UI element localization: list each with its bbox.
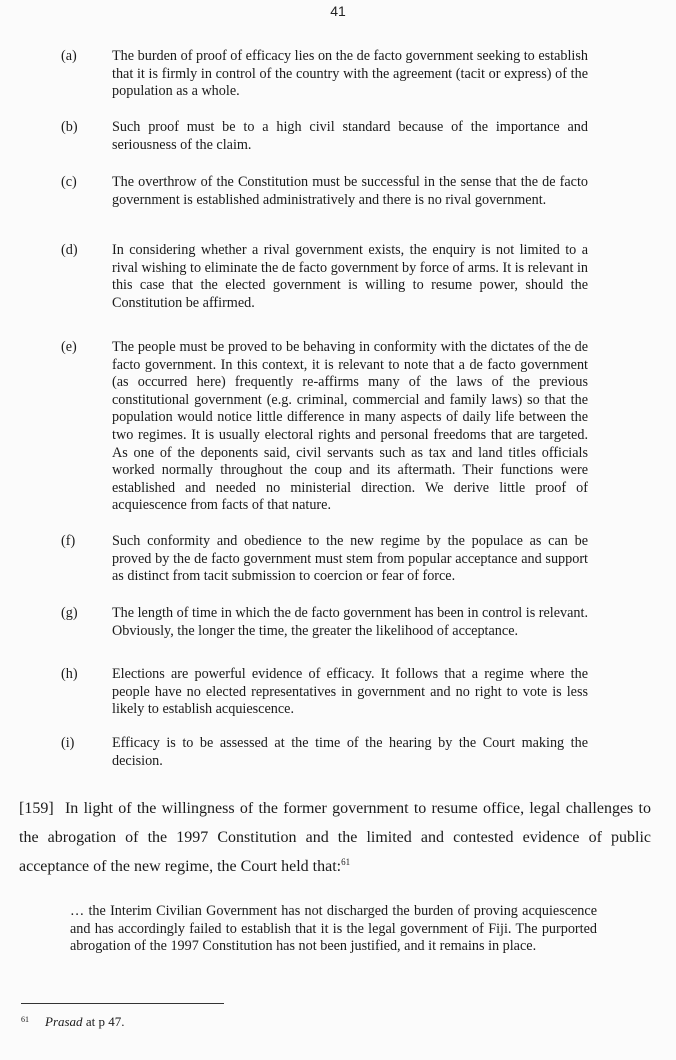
item-label: (a): [61, 48, 77, 64]
paragraph-159: [19, 794, 651, 881]
page-number: 41: [330, 3, 346, 19]
item-text: The burden of proof of efficacy lies on the de facto government seeking to establish that it is firmly in control of the country with the agreement (tacit or express) of the population as a whole.: [112, 48, 588, 100]
footnote-number: 61: [21, 1015, 29, 1024]
item-label: (c): [61, 174, 77, 190]
case-name: Prasad: [45, 1014, 83, 1029]
item-label: (g): [61, 605, 78, 621]
footnote-divider: [21, 1003, 224, 1004]
item-label: (f): [61, 533, 76, 549]
item-label: (b): [61, 119, 78, 135]
item-text: Elections are powerful evidence of efficacy. It follows that a regime where the people have no elected representatives in government and no right to vote is less likely to establish acquiescence.: [112, 666, 588, 718]
item-label: (i): [61, 735, 75, 751]
footnote-reference[interactable]: 61: [341, 857, 351, 867]
footnote: [21, 1014, 124, 1030]
block-quote: … the Interim Civilian Government has not discharged the burden of proving acquiescence and has accordingly failed to establish that it is the legal government of Fiji. The purported abrogation of the 1997 Constitution has not been justified, and it remains in place.: [70, 903, 597, 955]
item-text: The overthrow of the Constitution must be successful in the sense that the de facto government is established administratively and there is no rival government.: [112, 174, 588, 208]
footnote-text: at p 47.: [82, 1014, 125, 1029]
item-label: (e): [61, 339, 77, 355]
item-text: In considering whether a rival government exists, the enquiry is not limited to a rival wishing to eliminate the de facto government by force of arms. It is relevant in this case that the elected government is willing to resume power, should the Constitution be affirmed.: [112, 242, 588, 311]
item-label: (h): [61, 666, 78, 682]
item-text: The length of time in which the de facto government has been in control is relevant. Obviously, the longer the time, the greater the likelihood of acceptance.: [112, 605, 588, 639]
item-label: (d): [61, 242, 78, 258]
item-text: Such conformity and obedience to the new regime by the populace as can be proved by the de facto government must stem from popular acceptance and support as distinct from tacit submission to coercion or fear of force.: [112, 533, 588, 585]
item-text: Efficacy is to be assessed at the time of the hearing by the Court making the decision.: [112, 735, 588, 769]
item-text: Such proof must be to a high civil standard because of the importance and seriousness of the claim.: [112, 119, 588, 153]
paragraph-text: In light of the willingness of the former government to resume office, legal challenges to the abrogation of the 1997 Constitution and the limited and contested evidence of public acceptance of the new regime, the Court held that:: [19, 800, 652, 875]
paragraph-number: [159]: [19, 800, 54, 817]
item-text: The people must be proved to be behaving in conformity with the dictates of the de facto government. In this context, it is relevant to note that a de facto government (as occurred here) frequently re-affirms many of the laws of the previous constitutional government (e.g. criminal, commercial and family laws) so that the population would notice little difference in many aspects of daily life between the two regimes. It is usually electoral rights and personal freedoms that are targeted. As one of the deponents said, civil servants such as tax and land titles officials worked normally throughout the coup and its aftermath. Their functions were established and needed no ministerial direction. We derive little proof of acquiescence from facts of that nature.: [112, 339, 588, 514]
